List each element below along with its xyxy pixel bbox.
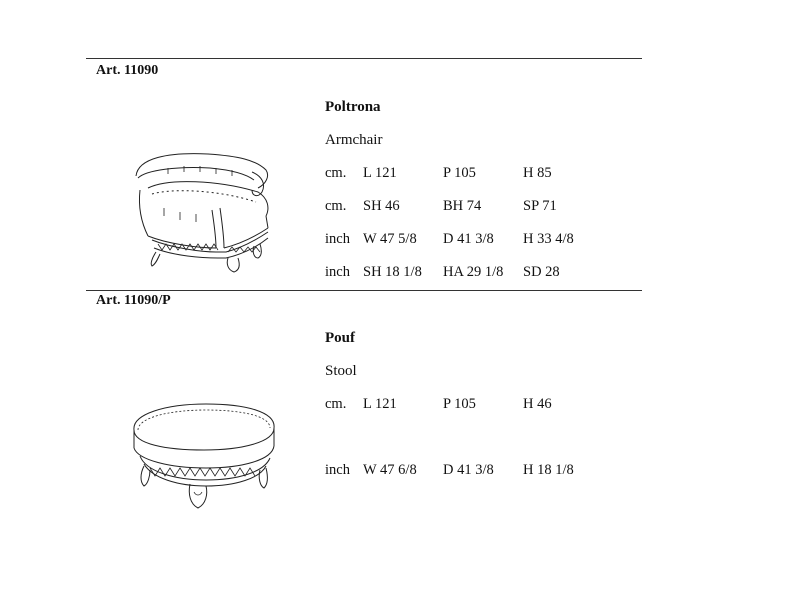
dimension-value: H 85	[523, 165, 552, 181]
dimension-unit: cm.	[325, 165, 347, 181]
dimension-value: P 105	[443, 396, 476, 412]
armchair-illustration	[128, 148, 278, 276]
dimension-value: D 41 3/8	[443, 462, 494, 478]
dimension-unit: cm.	[325, 396, 347, 412]
dimension-value: SH 18 1/8	[363, 264, 422, 280]
product-subtitle: Stool	[325, 363, 357, 379]
dimension-value: W 47 6/8	[363, 462, 417, 478]
dimension-unit: cm.	[325, 198, 347, 214]
dimension-value: H 18 1/8	[523, 462, 574, 478]
dimension-value: H 33 4/8	[523, 231, 574, 247]
dimension-value: W 47 5/8	[363, 231, 417, 247]
dimension-unit: inch	[325, 231, 350, 247]
dimension-value: HA 29 1/8	[443, 264, 504, 280]
dimension-value: D 41 3/8	[443, 231, 494, 247]
dimension-value: SP 71	[523, 198, 557, 214]
dimension-value: SD 28	[523, 264, 560, 280]
dimension-value: P 105	[443, 165, 476, 181]
dimension-value: BH 74	[443, 198, 482, 214]
dimension-value: L 121	[363, 165, 397, 181]
article-number: Art. 11090	[96, 63, 159, 78]
stool-illustration	[126, 400, 282, 516]
article-number: Art. 11090/P	[96, 293, 171, 308]
dimension-unit: inch	[325, 462, 350, 478]
dimension-value: H 46	[523, 396, 552, 412]
top-divider	[86, 58, 642, 59]
product-title: Poltrona	[325, 99, 381, 115]
dimension-unit: inch	[325, 264, 350, 280]
dimension-value: SH 46	[363, 198, 400, 214]
dimension-value: L 121	[363, 396, 397, 412]
product-subtitle: Armchair	[325, 132, 383, 148]
section-divider	[86, 290, 642, 291]
product-title: Pouf	[325, 330, 355, 346]
